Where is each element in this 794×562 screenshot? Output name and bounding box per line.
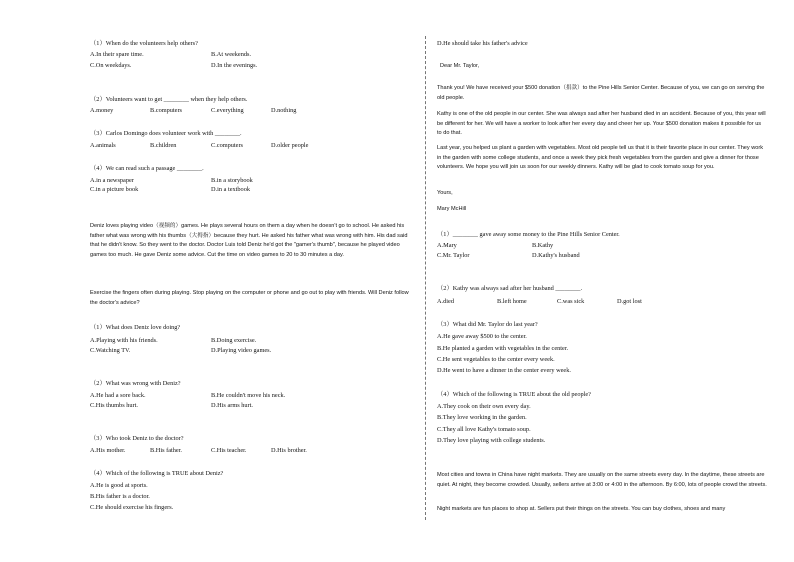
night-markets-paragraph-2: Night markets are fun places to shop at. Sellers put their things on the streets. You can buy clothes, shoes and many bbox=[437, 506, 726, 512]
left-q1-option-b: B.At weekends. bbox=[211, 51, 252, 58]
left-q1-option-c: C.On weekdays. bbox=[90, 62, 132, 69]
column-divider bbox=[425, 36, 426, 520]
deniz-q4-option-c: C.He should exercise his fingers. bbox=[90, 504, 174, 511]
letter-q2-option-a: A.died bbox=[437, 298, 454, 305]
left-q4-option-d: D.in a textbook bbox=[211, 186, 250, 193]
deniz-q3-option-a: A.His mother. bbox=[90, 447, 126, 454]
left-q2-option-c: C.everything bbox=[211, 107, 244, 114]
letter-q2-stem: （2）Kathy was always sad after her husband ________. bbox=[437, 285, 583, 292]
deniz-q1-option-d: D.Playing video games. bbox=[211, 347, 272, 354]
letter-q2-option-c: C.was sick bbox=[557, 298, 585, 305]
left-q2-option-a: A.money bbox=[90, 107, 114, 114]
letter-q4-option-b: B.They love working in the garden. bbox=[437, 414, 527, 421]
letter-q4-option-d: D.They love playing with college students. bbox=[437, 437, 546, 444]
left-q4-option-c: C.in a picture book bbox=[90, 186, 139, 193]
deniz-q2-option-d: D.His arms hurt. bbox=[211, 402, 253, 409]
letter-q1-stem: （1）________ gave away some money to the Pine Hills Senior Center. bbox=[437, 231, 620, 238]
left-q3-option-b: B.children bbox=[150, 142, 177, 149]
deniz-q1-option-c: C.Watching TV. bbox=[90, 347, 131, 354]
deniz-q2-option-b: B.He couldn't move his neck. bbox=[211, 392, 286, 399]
left-q2-option-d: D.nothing bbox=[271, 107, 297, 114]
letter-q3-option-a: A.He gave away $500 to the center. bbox=[437, 333, 527, 340]
deniz-q4-stem: （4）Which of the following is TRUE about Deniz? bbox=[90, 470, 224, 477]
letter-q3-option-d: D.He went to have a dinner in the center every week. bbox=[437, 367, 571, 374]
deniz-q2-option-c: C.His thumbs hurt. bbox=[90, 402, 138, 409]
deniz-q2-stem: （2）What was wrong with Deniz? bbox=[90, 380, 181, 387]
left-q3-option-c: C.computers bbox=[211, 142, 244, 149]
letter-paragraph-1: Thank you! We have received your $500 donation（捐款）to the Pine Hills Senior Center. Because of you, we can go on serving the old people. bbox=[437, 85, 765, 101]
night-markets-paragraph-1: Most cities and towns in China have night markets. They are usually on the same streets every day. In the daytime, these streets are quiet. At night, they become crowded. Usually, sellers arrive at 3:00 or 4:00 in the afternoon. By 6:00, lots of people crowd the streets. bbox=[437, 472, 767, 488]
letter-q4-stem: （4）Which of the following is TRUE about the old people? bbox=[437, 391, 591, 398]
deniz-q3-stem: （3）Who took Deniz to the doctor? bbox=[90, 435, 184, 442]
letter-signature: Mary McHill bbox=[437, 206, 467, 212]
deniz-q3-option-d: D.His brother. bbox=[271, 447, 307, 454]
deniz-passage-paragraph-1: Deniz loves playing video（视频的）games. He plays several hours on them a day when he doesn't go to school. He asked his father what was wrong with his thumbs（大拇指）because they hurt. He asked his father what was wrong with him. His dad said that he didn't know. So they went to the doctor. Doctor Luis told Deniz he'd got the "gamer's thumb", because he played video games too much. He gave Deniz some advice. Cut the time on video games to 20 to 30 minutes a day. bbox=[90, 223, 408, 258]
left-q1-option-a: A.In their spare time. bbox=[90, 51, 144, 58]
deniz-q4-option-b: B.His father is a doctor. bbox=[90, 493, 150, 500]
letter-q2-option-d: D.got lost bbox=[617, 298, 642, 305]
previous-q4-option-d: D.He should take his father's advice bbox=[437, 40, 528, 47]
deniz-passage-paragraph-2: Exercise the fingers often during playing. Stop playing on the computer or phone and go out to play with friends. Will Deniz follow the doctor's advice? bbox=[90, 290, 409, 306]
left-q4-option-a: A.in a newspaper bbox=[90, 177, 134, 184]
deniz-q1-stem: （1）What does Deniz love doing? bbox=[90, 324, 181, 331]
left-q3-stem: （3）Carlos Domingo does volunteer work with ________. bbox=[90, 130, 242, 137]
letter-paragraph-3: Last year, you helped us plant a garden with vegetables. Most old people tell us that it is their favorite place in our center. They work in the garden with some college students, and once a week they pick fresh vegetables from the garden and give a dinner for those volunteers. We hope you will join us soon for our weekly dinners. Kathy will be glad to cook tomato soup for you. bbox=[437, 145, 764, 171]
letter-q1-option-a: A.Mary bbox=[437, 242, 457, 249]
letter-q1-option-b: B.Kathy bbox=[532, 242, 554, 249]
deniz-q4-option-a: A.He is good at sports. bbox=[90, 482, 148, 489]
letter-closing: Yours, bbox=[437, 190, 453, 196]
deniz-q3-option-b: B.His father. bbox=[150, 447, 183, 454]
letter-greeting: Dear Mr. Taylor, bbox=[440, 63, 480, 69]
letter-q4-option-a: A.They cook on their own every day. bbox=[437, 403, 531, 410]
deniz-q3-option-c: C.His teacher. bbox=[211, 447, 247, 454]
left-q4-stem: （4）We can read such a passage ________. bbox=[90, 165, 204, 172]
letter-q3-option-b: B.He planted a garden with vegetables in the center. bbox=[437, 345, 569, 352]
letter-q4-option-c: C.They all love Kathy's tomato soup. bbox=[437, 426, 531, 433]
deniz-q1-option-a: A.Playing with his friends. bbox=[90, 337, 158, 344]
left-q4-option-b: B.in a storybook bbox=[211, 177, 253, 184]
left-q2-option-b: B.computers bbox=[150, 107, 183, 114]
letter-paragraph-2: Kathy is one of the old people in our center. She was always sad after her husband died in an accident. Because of you, this year will be different for her. We will have a worker to look after her every day and cheer her up. Your $500 donation makes it possible for us to do that. bbox=[437, 111, 766, 137]
left-q3-option-d: D.older people bbox=[271, 142, 309, 149]
left-q1-stem: （1）When do the volunteers help others? bbox=[90, 40, 198, 47]
letter-q3-stem: （3）What did Mr. Taylor do last year? bbox=[437, 321, 538, 328]
letter-q1-option-d: D.Kathy's husband bbox=[532, 252, 580, 259]
left-q1-option-d: D.In the evenings. bbox=[211, 62, 258, 69]
left-q2-stem: （2）Volunteers want to get ________ when they help others. bbox=[90, 96, 248, 103]
deniz-q2-option-a: A.He had a sore back. bbox=[90, 392, 146, 399]
letter-q3-option-c: C.He sent vegetables to the center every week. bbox=[437, 356, 555, 363]
left-q3-option-a: A.animals bbox=[90, 142, 116, 149]
deniz-q1-option-b: B.Doing exercise. bbox=[211, 337, 257, 344]
letter-q2-option-b: B.left home bbox=[497, 298, 527, 305]
letter-q1-option-c: C.Mr. Taylor bbox=[437, 252, 470, 259]
